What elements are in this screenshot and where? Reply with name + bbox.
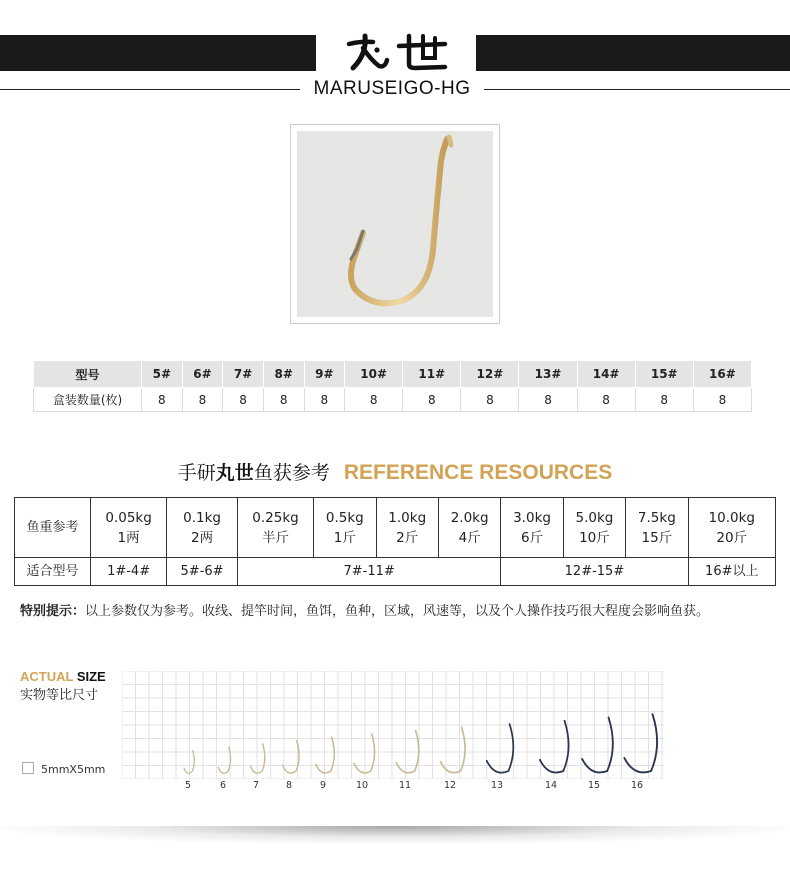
hook-size-label: 5 bbox=[184, 780, 192, 791]
spec-size-cell: 9# bbox=[304, 361, 345, 388]
weight-cell bbox=[167, 498, 238, 558]
spec-count-cell: 8 bbox=[182, 388, 223, 412]
reference-title bbox=[0, 458, 790, 485]
spec-table-count-row bbox=[34, 388, 752, 412]
weight-cn: 4斤 bbox=[458, 529, 481, 546]
hook-size-label: 11 bbox=[398, 780, 412, 791]
hook-size-label: 16 bbox=[630, 780, 644, 791]
spec-size-cell: 16# bbox=[693, 361, 751, 388]
weight-cn: 15斤 bbox=[641, 529, 673, 546]
actual-size-title-a: ACTUAL bbox=[20, 669, 74, 684]
spec-size-cell: 10# bbox=[345, 361, 403, 388]
model-cell: 5#-6# bbox=[167, 558, 238, 586]
weight-cn: 6斤 bbox=[520, 529, 544, 546]
hook-size-label: 10 bbox=[355, 780, 369, 791]
spec-count-cell: 8 bbox=[461, 388, 519, 412]
spec-count-cell: 8 bbox=[304, 388, 345, 412]
spec-size-cell: 8# bbox=[263, 361, 304, 388]
brand-name: MARUSEIGO-HG bbox=[313, 78, 471, 99]
weight-cell bbox=[438, 498, 500, 558]
actual-size-subtitle: 实物等比尺寸 bbox=[20, 688, 99, 703]
spec-count-cell: 8 bbox=[223, 388, 264, 412]
weight-cell bbox=[376, 498, 438, 558]
weight-row-label: 鱼重参考 bbox=[15, 498, 91, 558]
grid-legend-box bbox=[22, 762, 34, 774]
weight-kg: 7.5kg bbox=[637, 509, 676, 526]
spec-size-cell: 7# bbox=[223, 361, 264, 388]
actual-size-title-b: SIZE bbox=[73, 669, 106, 684]
weight-kg: 0.1kg bbox=[183, 509, 221, 526]
spec-table bbox=[33, 360, 752, 412]
weight-kg: 0.25kg bbox=[252, 509, 299, 526]
spec-size-cell: 15# bbox=[635, 361, 693, 388]
hook-size-label: 14 bbox=[544, 780, 558, 791]
spec-count-cell: 8 bbox=[577, 388, 635, 412]
weight-cell bbox=[563, 498, 625, 558]
model-cell: 12#-15# bbox=[501, 558, 688, 586]
hook-size-label: 6 bbox=[219, 780, 227, 791]
reference-title-en: REFERENCE RESOURCES bbox=[343, 461, 613, 484]
weight-cn: 2斤 bbox=[396, 529, 419, 546]
weight-cell bbox=[91, 498, 167, 558]
special-tip bbox=[20, 600, 709, 619]
weight-row bbox=[15, 498, 776, 558]
weight-cn: 20斤 bbox=[716, 529, 748, 546]
brand-logo-calligraphy bbox=[341, 30, 451, 74]
spec-count-cell: 8 bbox=[693, 388, 751, 412]
model-row bbox=[15, 558, 776, 586]
model-cell: 7#-11# bbox=[237, 558, 500, 586]
weight-kg: 2.0kg bbox=[450, 509, 489, 526]
actual-size-hook-6 bbox=[218, 747, 230, 773]
reference-title-cn-bold: 丸世 bbox=[215, 462, 254, 484]
weight-kg: 0.5kg bbox=[325, 509, 364, 526]
spec-count-cell: 8 bbox=[345, 388, 403, 412]
product-image bbox=[297, 131, 493, 317]
weight-cell bbox=[314, 498, 376, 558]
weight-kg: 3.0kg bbox=[513, 509, 551, 526]
model-cell: 1#-4# bbox=[91, 558, 167, 586]
hook-size-label: 15 bbox=[587, 780, 601, 791]
spec-size-cell: 6# bbox=[182, 361, 223, 388]
header-bar-left bbox=[0, 35, 316, 71]
actual-size-hook-8 bbox=[283, 741, 299, 773]
spec-count-cell: 8 bbox=[519, 388, 577, 412]
weight-kg: 0.05kg bbox=[105, 509, 152, 526]
weight-cell bbox=[237, 498, 313, 558]
fish-hook-illustration bbox=[297, 131, 493, 317]
brand-logo bbox=[316, 26, 476, 78]
size-grid bbox=[122, 671, 664, 779]
weight-cn: 半斤 bbox=[262, 529, 289, 546]
hook-size-labels bbox=[0, 780, 790, 794]
actual-size-hook-7 bbox=[250, 744, 264, 773]
spec-size-cell: 5# bbox=[142, 361, 183, 388]
hook-size-label: 8 bbox=[285, 780, 293, 791]
spec-size-cell: 14# bbox=[577, 361, 635, 388]
weight-cn: 1两 bbox=[117, 529, 140, 546]
weight-kg: 5.0kg bbox=[575, 509, 614, 526]
bottom-shadow bbox=[0, 826, 790, 844]
reference-title-cn-post: 鱼获参考 bbox=[253, 462, 330, 484]
spec-size-cell: 12# bbox=[461, 361, 519, 388]
model-row-label: 适合型号 bbox=[15, 558, 91, 586]
reference-table bbox=[14, 497, 776, 586]
hook-size-label: 12 bbox=[443, 780, 457, 791]
weight-cn: 10斤 bbox=[579, 529, 610, 546]
weight-cell bbox=[688, 498, 775, 558]
grid-legend-text: 5mmX5mm bbox=[41, 763, 106, 776]
product-image-frame bbox=[290, 124, 500, 324]
spec-count-cell: 8 bbox=[403, 388, 461, 412]
hook-size-label: 9 bbox=[319, 780, 327, 791]
header-rule-right bbox=[484, 89, 790, 90]
reference-title-cn bbox=[178, 462, 330, 484]
model-cell: 16#以上 bbox=[688, 558, 775, 586]
spec-count-cell: 8 bbox=[635, 388, 693, 412]
header-rule-left bbox=[0, 89, 300, 90]
weight-kg: 10.0kg bbox=[708, 509, 755, 526]
hook-size-label: 7 bbox=[252, 780, 260, 791]
actual-size-hook-16 bbox=[624, 714, 657, 772]
spec-table-header-row bbox=[34, 361, 752, 388]
weight-cell bbox=[626, 498, 688, 558]
spec-count-cell: 8 bbox=[263, 388, 304, 412]
actual-size-hook-9 bbox=[316, 737, 334, 773]
weight-cn: 1斤 bbox=[333, 529, 356, 546]
weight-cn: 2两 bbox=[191, 529, 214, 546]
weight-cell bbox=[501, 498, 563, 558]
reference-title-cn-pre: 手研 bbox=[177, 462, 216, 484]
header-bar-right bbox=[476, 35, 790, 71]
special-tip-label: 特别提示： bbox=[20, 604, 86, 619]
special-tip-text: 以上参数仅为参考。收线、提竿时间，鱼饵，鱼种，区域，风速等，以及个人操作技巧很大程度会影响鱼获。 bbox=[85, 604, 710, 619]
actual-size-title bbox=[20, 669, 106, 684]
actual-size-hook-10 bbox=[354, 734, 374, 773]
spec-row-label: 盒装数量(枚) bbox=[34, 388, 142, 412]
spec-size-cell: 11# bbox=[403, 361, 461, 388]
hook-size-label: 13 bbox=[490, 780, 504, 791]
weight-kg: 1.0kg bbox=[388, 509, 427, 526]
spec-count-cell: 8 bbox=[142, 388, 183, 412]
spec-header-label: 型号 bbox=[34, 361, 142, 388]
spec-size-cell: 13# bbox=[519, 361, 577, 388]
